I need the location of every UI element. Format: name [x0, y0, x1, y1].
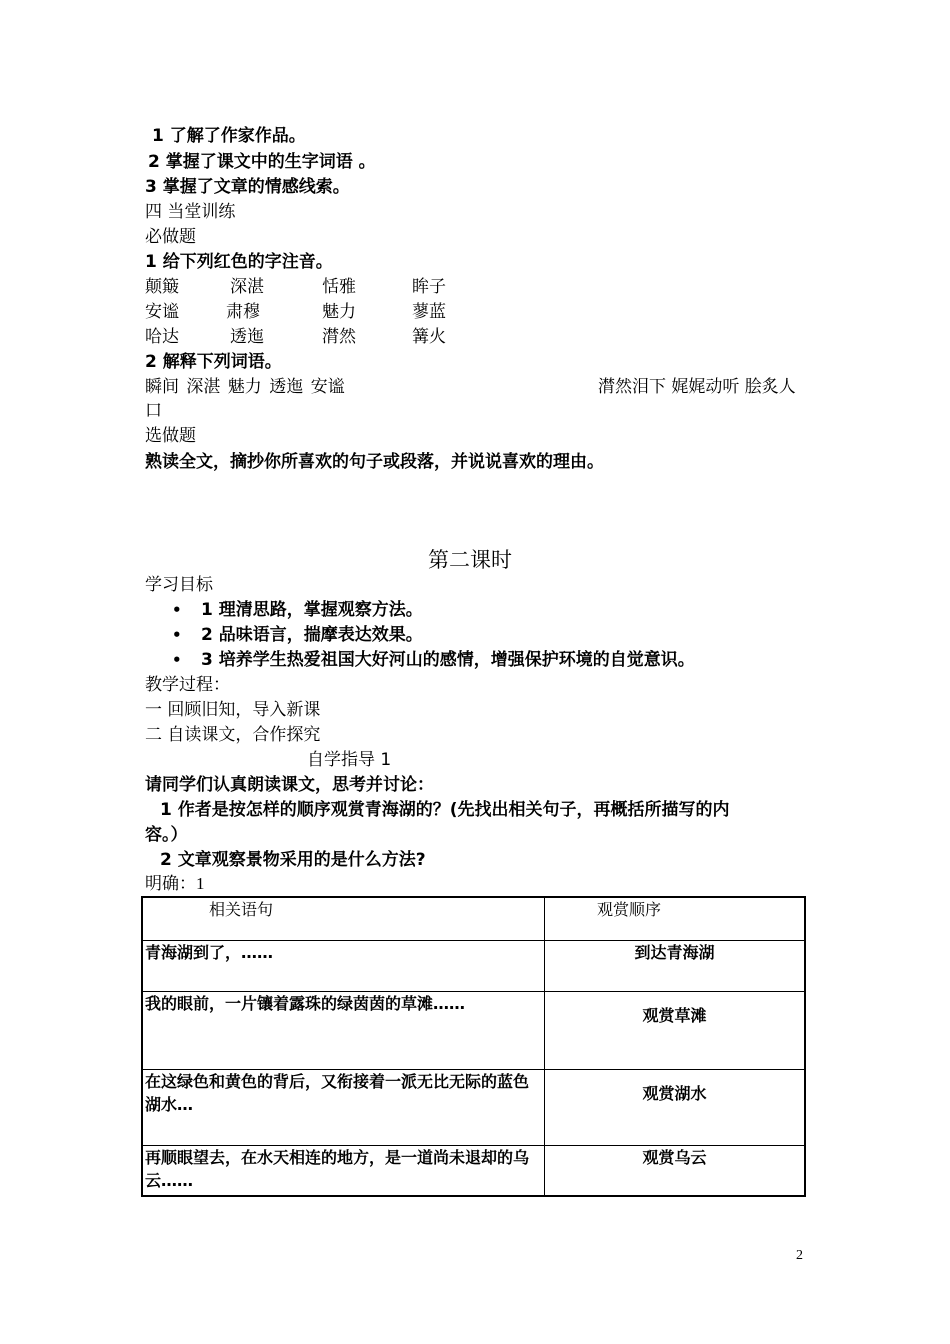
table-row: [142, 1145, 805, 1196]
summary-item-1: 1 了解了作家作品。: [152, 126, 306, 146]
required-label: 必做题: [145, 227, 196, 247]
word-cell: 颠簸: [145, 277, 179, 297]
step-2: 二 自读课文，合作探究: [145, 725, 321, 745]
word-cell: 蓼蓝: [412, 302, 446, 322]
summary-item-2: 2 掌握了课文中的生字词语 。: [148, 152, 376, 172]
table-cell-sentence: 青海湖到了，……: [142, 940, 545, 991]
word-cell: 哈达: [145, 327, 179, 347]
lesson-title: 第二课时: [428, 548, 512, 572]
word-cell: 恬雅: [322, 277, 356, 297]
word-cell: 眸子: [412, 277, 446, 297]
page-number: 2: [796, 1248, 803, 1263]
table-cell-sentence: 我的眼前，一片镶着露珠的绿茵茵的草滩……: [142, 991, 545, 1069]
goal-item-2: 2 品味语言，揣摩表达效果。: [201, 625, 423, 645]
guide-title: 自学指导 1: [307, 750, 392, 770]
step-1: 一 回顾旧知，导入新课: [145, 700, 321, 720]
table-cell-order: 到达青海湖: [545, 940, 806, 991]
question-2: 2 解释下列词语。: [145, 352, 282, 372]
table-cell-order: 观赏湖水: [545, 1069, 806, 1145]
word-cell: 安谧: [145, 302, 179, 322]
guide-question-1: 1 作者是按怎样的顺序观赏青海湖的？(先找出相关句子，再概括所描写的内: [160, 800, 730, 820]
q2-words-left: 瞬间 深湛 魅力 透迤 安谧: [145, 377, 345, 397]
optional-text: 熟读全文，摘抄你所喜欢的句子或段落，并说说喜欢的理由。: [145, 452, 604, 472]
table-row: [142, 1069, 805, 1145]
goal-item-3: 3 培养学生热爱祖国大好河山的感情，增强保护环境的自觉意识。: [201, 650, 695, 670]
table-header-sentence: 相关语句: [142, 897, 545, 940]
guide-question-1-wrap: 容。）: [145, 825, 188, 845]
word-cell: 潸然: [322, 327, 356, 347]
word-cell: 肃穆: [226, 302, 260, 322]
goals-heading: 学习目标: [145, 575, 213, 595]
process-heading: 教学过程：: [145, 675, 230, 695]
table-row: [142, 940, 805, 991]
word-cell: 魅力: [322, 302, 356, 322]
bullet-icon: •: [172, 601, 182, 619]
goal-item-1: 1 理清思路，掌握观察方法。: [201, 600, 423, 620]
table-row: [142, 991, 805, 1069]
question-1: 1 给下列红色的字注音。: [145, 252, 333, 272]
table-cell-order: 观赏草滩: [545, 991, 806, 1069]
q2-words-right: 潸然泪下 娓娓动听 脍炙人: [598, 377, 796, 397]
q2-words-wrap: 口: [145, 401, 162, 421]
guide-intro: 请同学们认真朗读课文，思考并讨论：: [145, 775, 434, 795]
bullet-icon: •: [172, 651, 182, 669]
word-cell: 深湛: [230, 277, 264, 297]
answer-label: 明确：1: [145, 874, 205, 893]
guide-question-2: 2 文章观察景物采用的是什么方法?: [160, 850, 426, 870]
word-cell: 透迤: [230, 327, 264, 347]
table-cell-order: 观赏乌云: [545, 1145, 806, 1196]
summary-item-3: 3 掌握了文章的情感线索。: [145, 177, 350, 197]
bullet-icon: •: [172, 626, 182, 644]
section-heading-practice: 四 当堂训练: [145, 202, 236, 222]
word-cell: 篝火: [412, 327, 446, 347]
table-cell-sentence: 再顺眼望去，在水天相连的地方，是一道尚未退却的乌云……: [142, 1145, 545, 1196]
observation-table: [141, 896, 806, 1197]
optional-label: 选做题: [145, 426, 196, 446]
table-header-order: 观赏顺序: [545, 897, 806, 940]
table-cell-sentence: 在这绿色和黄色的背后，又衔接着一派无比无际的蓝色湖水…: [142, 1069, 545, 1145]
table-header-row: [142, 897, 805, 940]
